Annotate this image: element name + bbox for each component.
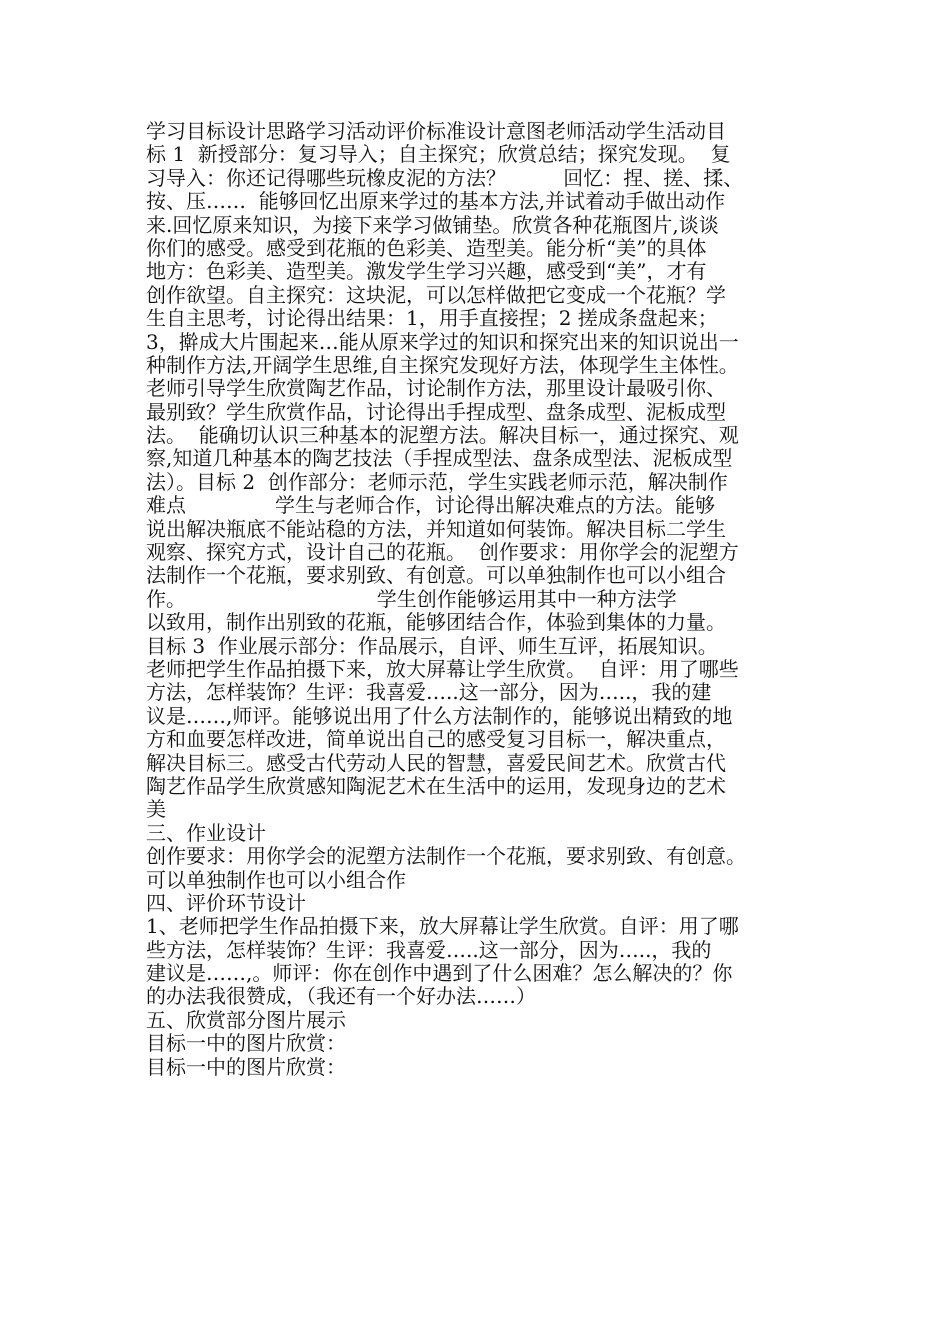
text-line: 建议是……,。师评：你在创作中遇到了什么困难？怎么解决的？你 [146, 961, 733, 986]
text-line: 生自主思考，讨论得出结果：1，用手直接捏；2 搓成条盘起来； [146, 306, 718, 331]
text-line: 地方：色彩美、造型美。激发学生学习兴趣，感受到“美”，才有 [146, 259, 707, 284]
text-line: 3，擀成大片围起来…能从原来学过的知识和探究出来的知识说出一 [146, 329, 739, 354]
text-line: 老师引导学生欣赏陶艺作品，讨论制作方法，那里设计最吸引你、 [146, 376, 726, 401]
text-line: 陶艺作品学生欣赏感知陶泥艺术在生活中的运用，发现身边的艺术 [146, 773, 726, 798]
text-line: 创作欲望。自主探究：这块泥，可以怎样做把它变成一个花瓶？学 [146, 282, 726, 307]
text-line: 四、评价环节设计 [146, 890, 306, 915]
text-line: 美 [146, 797, 166, 822]
text-line: 观察、探究方式，设计自己的花瓶。 创作要求：用你学会的泥塑方 [146, 540, 739, 565]
text-line: 按、压…… 能够回忆出原来学过的基本方法,并试着动手做出动作 [146, 189, 726, 214]
text-line: 可以单独制作也可以小组合作 [146, 867, 406, 892]
text-line: 方和血要怎样改进，简单说出自己的感受复习目标一，解决重点， [146, 727, 726, 752]
text-line: 三、作业设计 [146, 820, 266, 845]
text-line: 说出解决瓶底不能站稳的方法，并知道如何装饰。解决目标二学生 [146, 516, 726, 541]
text-line: 1、老师把学生作品拍摄下来，放大屏幕让学生欣赏。自评：用了哪 [146, 914, 739, 939]
text-line: 法）。目标 2 创作部分：老师示范，学生实践老师示范，解决制作 [146, 469, 728, 494]
document-page [146, 120, 818, 1079]
text-line: 创作要求：用你学会的泥塑方法制作一个花瓶，要求别致、有创意。 [146, 844, 746, 869]
text-line: 法。 能确切认识三种基本的泥塑方法。解决目标一，通过探究、观 [146, 423, 739, 448]
text-line: 目标一中的图片欣赏： [146, 1054, 346, 1079]
text-line: 目标一中的图片欣赏： [146, 1031, 346, 1056]
text-line: 些方法，怎样装饰？生评：我喜爱…..这一部分，因为…..，我的 [146, 937, 712, 962]
text-line: 目标 3 作业展示部分：作品展示，自评、师生互评，拓展知识。 [146, 633, 718, 658]
text-line: 解决目标三。感受古代劳动人民的智慧，喜爱民间艺术。欣赏古代 [146, 750, 726, 775]
text-line: 难点 学生与老师合作，讨论得出解决难点的方法。能够 [146, 493, 716, 518]
text-line: 以致用，制作出别致的花瓶，能够团结合作，体验到集体的力量。 [146, 610, 726, 635]
text-line: 议是……,师评。能够说出用了什么方法制作的，能够说出精致的地 [146, 703, 733, 728]
text-line: 五、欣赏部分图片展示 [146, 1007, 346, 1032]
text-line: 种制作方法,开阔学生思维,自主探究发现好方法，体现学生主体性。 [146, 352, 739, 377]
text-line: 学习目标设计思路学习活动评价标准设计意图老师活动学生活动目 [146, 119, 726, 143]
text-line: 察,知道几种基本的陶艺技法（手捏成型法、盘条成型法、泥板成型 [146, 446, 733, 471]
text-line: 的办法我很赞成，（我还有一个好办法……） [146, 984, 536, 1009]
text-line: 最别致？学生欣赏作品，讨论得出手捏成型、盘条成型、泥板成型 [146, 399, 726, 424]
text-line: 你们的感受。感受到花瓶的色彩美、造型美。能分析“美”的具体 [146, 235, 707, 260]
text-line: 来.回忆原来知识，为接下来学习做铺垫。欣赏各种花瓶图片,谈谈 [146, 212, 719, 237]
text-line: 标 1 新授部分：复习导入；自主探究；欣赏总结；探究发现。 复 [146, 142, 731, 167]
text-line: 老师把学生作品拍摄下来，放大屏幕让学生欣赏。 自评：用了哪些 [146, 656, 739, 681]
text-line: 法制作一个花瓶，要求别致、有创意。可以单独制作也可以小组合 [146, 563, 726, 588]
text-line: 习导入：你还记得哪些玩橡皮泥的方法？ 回忆：捏、搓、揉、 [146, 165, 744, 190]
text-line: 作。 学生创作能够运用其中一种方法学 [146, 586, 677, 611]
text-line: 方法，怎样装饰？生评：我喜爱…..这一部分，因为…..，我的建 [146, 680, 712, 705]
